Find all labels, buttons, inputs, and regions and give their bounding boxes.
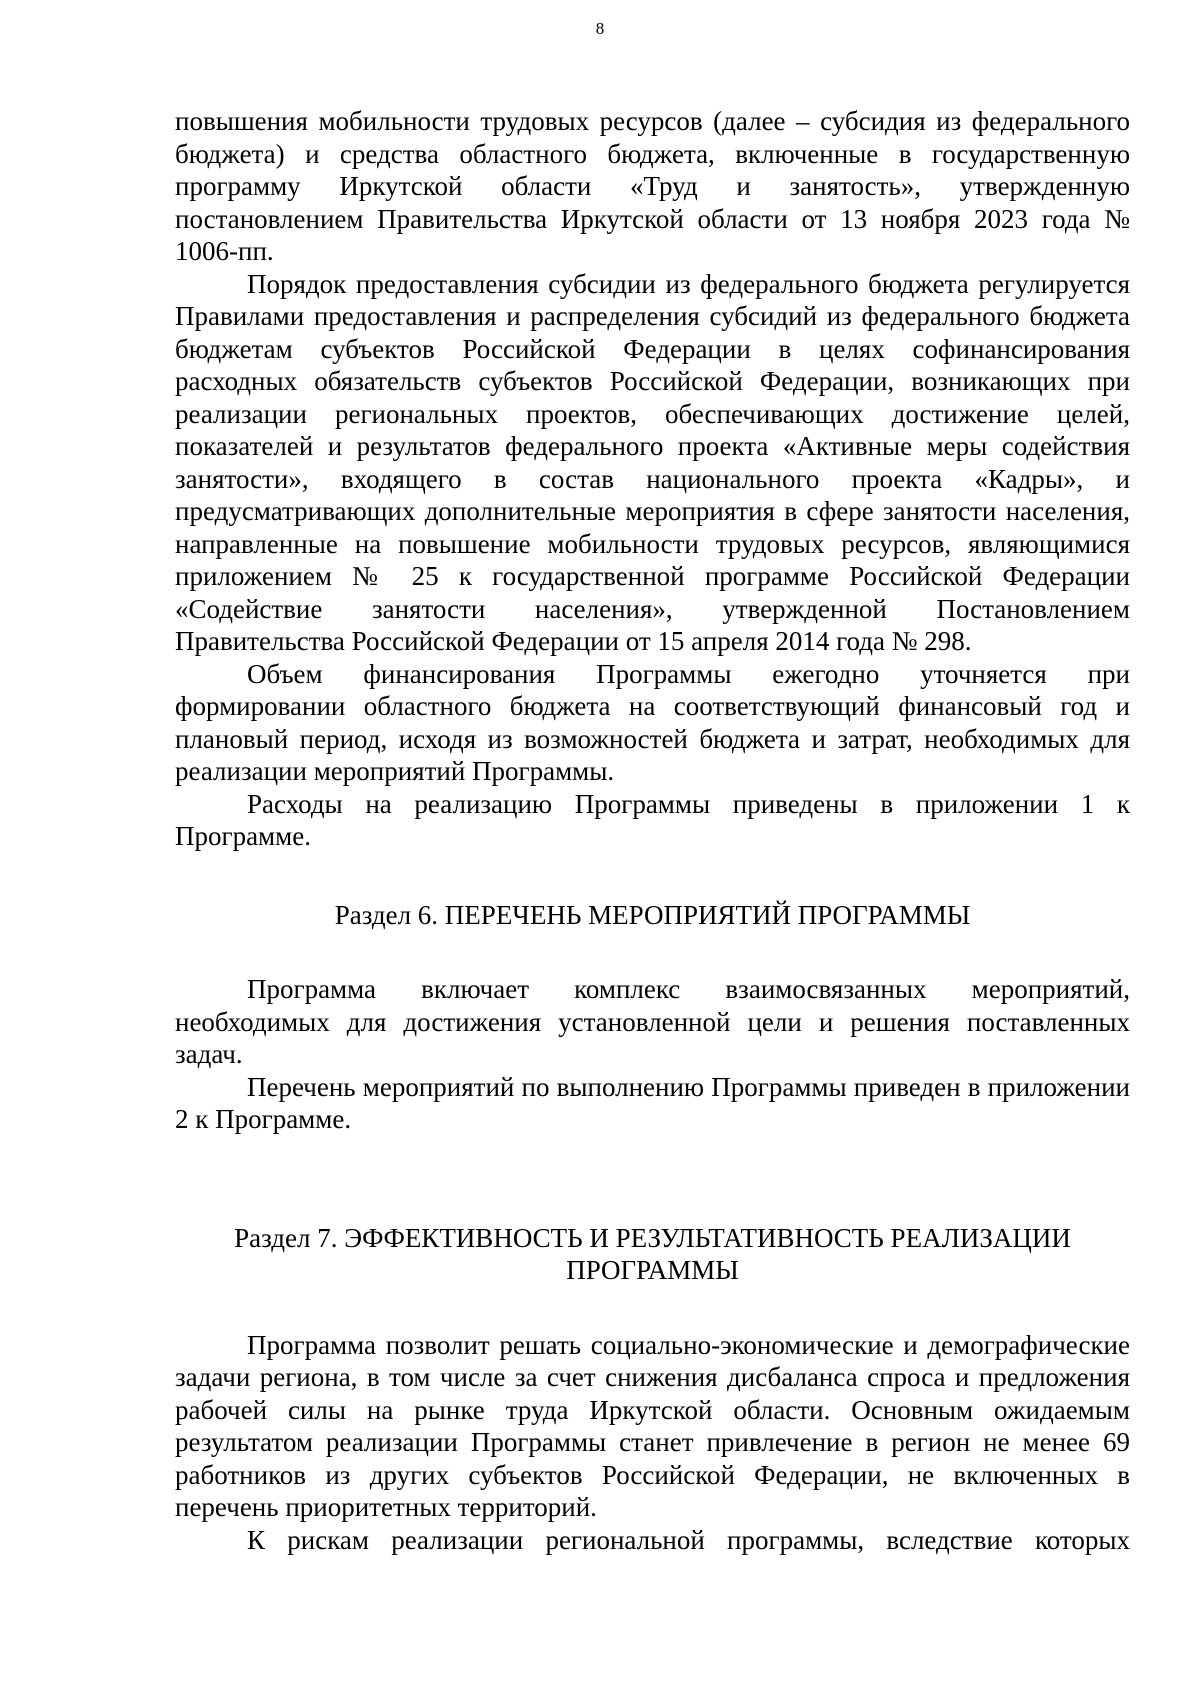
- paragraph-expenses: Расходы на реализацию Программы приведены в приложении 1 к Программе.: [175, 788, 1130, 851]
- paragraph-intro-continuation: повышения мобильности трудовых ресурсов (далее – субсидия из федерального бюджета) и средства областного бюджета, включенные в государственную программу Иркутской области «Труд и занятость», утвержденную постановлением Правительства Иркутской области от 13 ноября 2023 года № 1006-пп.: [175, 106, 1130, 266]
- page-number: 8: [595, 19, 605, 38]
- section-7-heading: [175, 1222, 1130, 1287]
- paragraph-activities-list: Перечень мероприятий по выполнению Программы приведен в приложении 2 к Программе.: [175, 1071, 1130, 1134]
- document-body: [175, 105, 1130, 1556]
- section-6-heading: Раздел 6. ПЕРЕЧЕНЬ МЕРОПРИЯТИЙ ПРОГРАММЫ: [334, 899, 971, 930]
- paragraph-risks: К рискам реализации региональной программы, вследствие которых: [247, 1524, 1130, 1555]
- paragraph-program-allows: Программа позволит решать социально-экономические и демографические задачи региона, в том числе за счет снижения дисбаланса спроса и предложения рабочей силы на рынке труда Иркутской области. Основным ожидаемым результатом реализации Программы станет привлечение в регион не менее 69 работников из других субъектов Российской Федерации, не включенных в перечень приоритетных территорий.: [175, 1329, 1130, 1522]
- section-7-heading-line-2: ПРОГРАММЫ: [566, 1255, 739, 1285]
- paragraph-financing-volume: Объем финансирования Программы ежегодно уточняется при формировании областного бюджета на соответствующий финансовый год и плановый период, исходя из возможностей бюджета и затрат, необходимых для реализации мероприятий Программы.: [175, 658, 1130, 786]
- section-7-heading-line-1: Раздел 7. ЭФФЕКТИВНОСТЬ И РЕЗУЛЬТАТИВНОСТЬ РЕАЛИЗАЦИИ: [234, 1222, 1071, 1253]
- paragraph-program-includes: Программа включает комплекс взаимосвязанных мероприятий, необходимых для достижения установленной цели и решения поставленных задач.: [175, 974, 1130, 1069]
- paragraph-subsidy-procedure: Порядок предоставления субсидии из федерального бюджета регулируется Правилами предоставления и распределения субсидий из федерального бюджета бюджетам субъектов Российской Федерации в целях софинансирования расходных обязательств субъектов Российской Федерации, возникающих при реализации региональных проектов, обеспечивающих достижение целей, показателей и результатов федерального проекта «Активные меры содействия занятости», входящего в состав национального проекта «Кадры», и предусматривающих дополнительные мероприятия в сфере занятости населения, направленные на повышение мобильности трудовых ресурсов, являющимися приложением № 25 к государственной программе Российской Федерации «Содействие занятости населения», утвержденной Постановлением Правительства Российской Федерации от 15 апреля 2014 года № 298.: [175, 268, 1130, 656]
